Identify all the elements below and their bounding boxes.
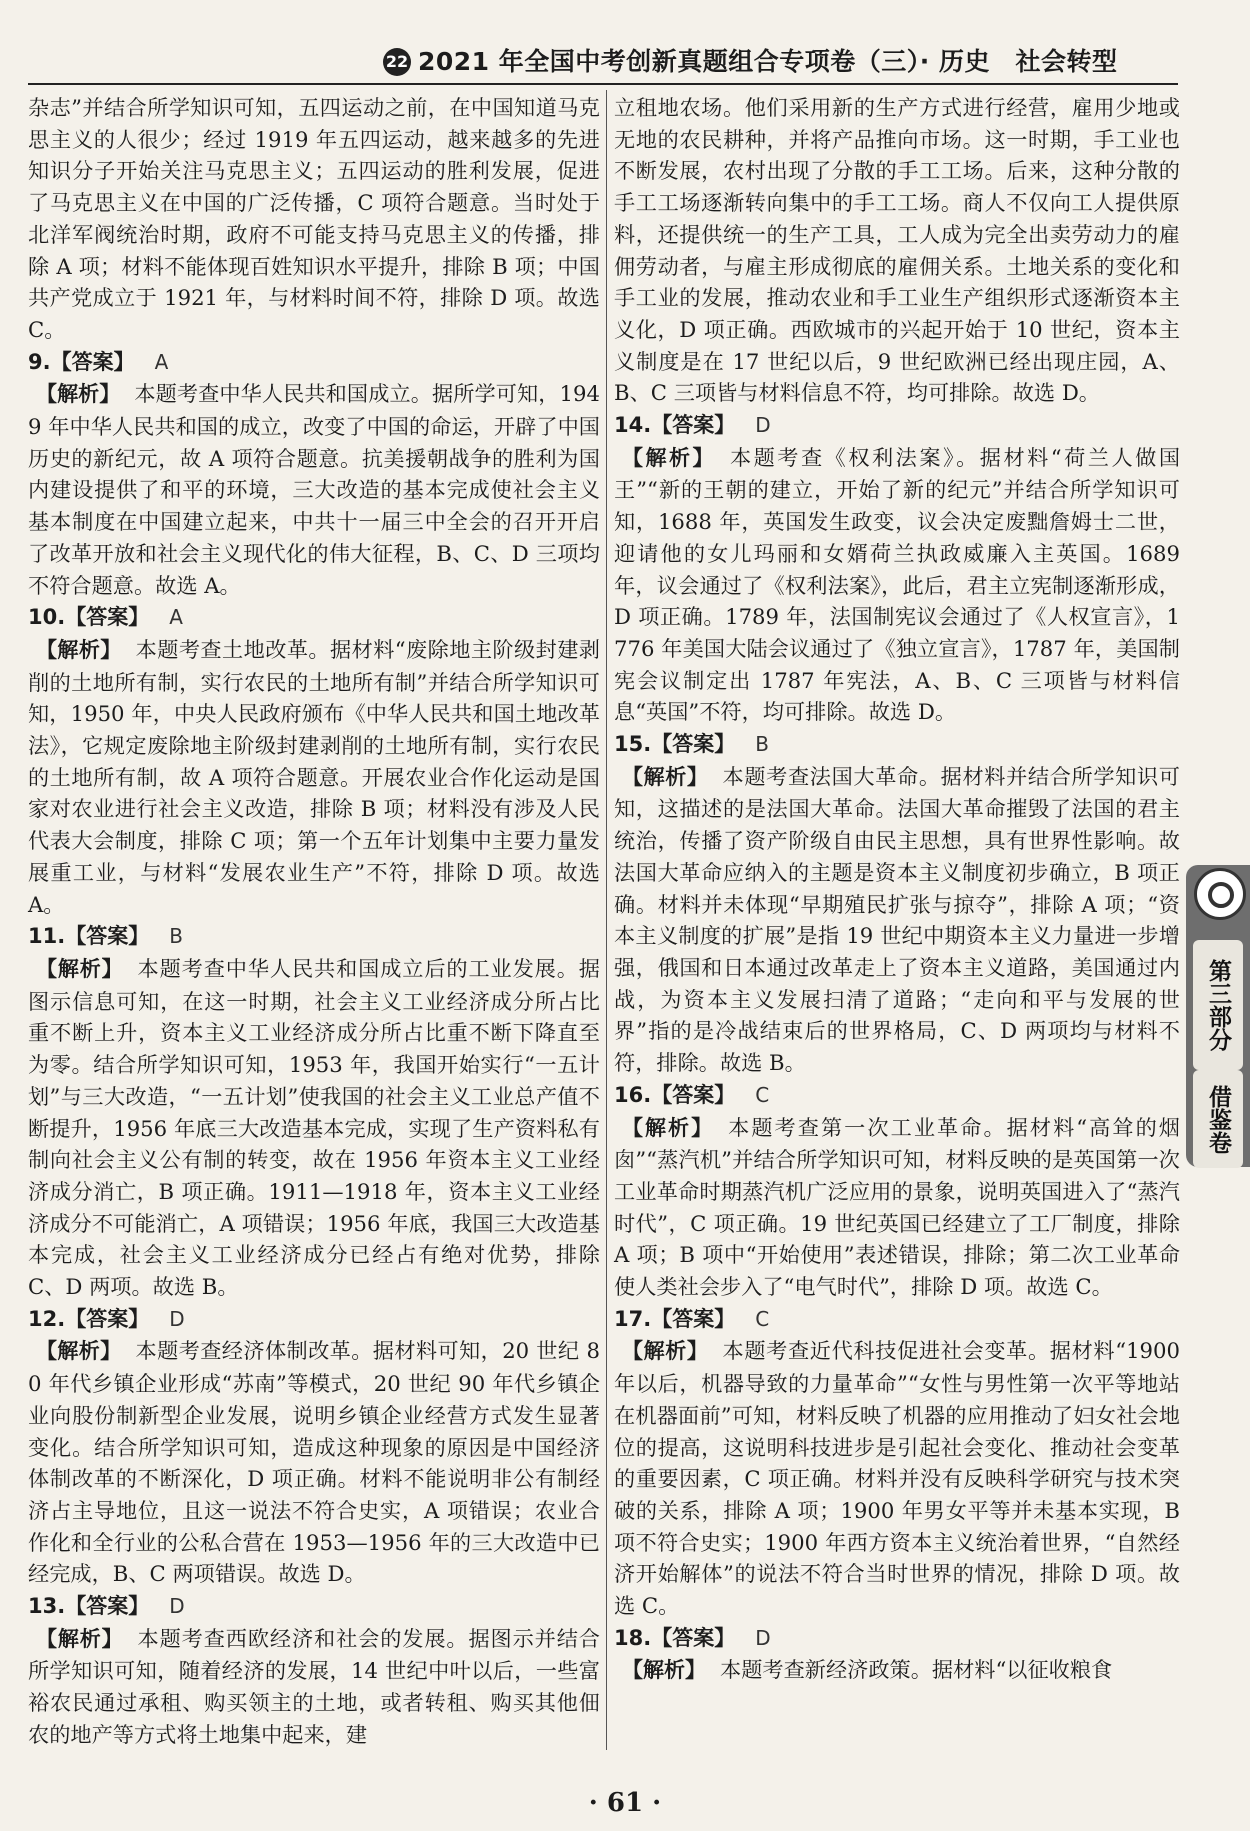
answer-value: A	[169, 605, 183, 630]
analysis-label: 【解析】	[36, 382, 121, 407]
question-11	[28, 920, 600, 1302]
analysis-text: 本题考查土地改革。据材料“废除地主阶级封建剥削的土地所有制，实行农民的土地所有制”并结合所学知识可知，1950 年，中央人民政府颁布《中华人民共和国土地改革法》，它规定废除地主阶级封建剥削的土地所有制，实行农民的土地所有制，故 A 项符合题意。开展农业合作化运动是国家对农业进行社会主义改造，排除 B 项；材料没有涉及人民代表大会制度，排除 C 项；第一个五年计划集中主要力量发展重工业，与材料“发展农业生产”不符，排除 D 项。故选 A。	[28, 636, 600, 917]
analysis-text: 本题考查西欧经济和社会的发展。据图示并结合所学知识可知，随着经济的发展，14 世纪中叶以后，一些富裕农民通过承租、购买领主的土地，或者转租、购买其他佃农的地产等方式将土地集中起来，建	[28, 1625, 600, 1747]
analysis-label: 【解析】	[622, 764, 709, 789]
analysis-text: 本题考查《权利法案》。据材料“荷兰人做国王”“新的王朝的建立，开始了新的纪元”并结合所学知识可知，1688 年，英国发生政变，议会决定废黜詹姆士二世，迎请他的女儿玛丽和女婿荷兰执政威廉入主英国。1689 年，议会通过了《权利法案》，此后，君主立宪制逐渐形成，D 项正确。1789 年，法国制宪议会通过了《人权宣言》，1776 年美国大陆会议通过了《独立宣言》，1787 年，美国制宪会议制定出 1787 年宪法，A、B、C 三项皆与材料信息“英国”不符，均可排除。故选 D。	[614, 444, 1181, 725]
question-number: 12.	[28, 1306, 66, 1331]
analysis-text: 本题考查新经济政策。据材料“以征收粮食	[720, 1657, 1113, 1683]
analysis-label: 【解析】	[36, 1339, 122, 1364]
page-number: · 61 ·	[588, 1788, 662, 1818]
question-14	[614, 409, 1180, 728]
question-16	[614, 1079, 1180, 1303]
analysis-label: 【解析】	[36, 637, 122, 662]
header-rule	[28, 83, 1178, 85]
question-number: 9.	[28, 349, 51, 374]
left-continuation: 杂志”并结合所学知识可知，五四运动之前，在中国知道马克思主义的人很少；经过 1919 年五四运动，越来越多的先进知识分子开始关注马克思主义；五四运动的胜利发展，促进了马克思主义在中国的广泛传播，C 项符合题意。当时处于北洋军阀统治时期，政府不可能支持马克思主义的传播，排除 A 项；材料不能体现百姓知识水平提升，排除 B 项；中国共产党成立于 1921 年，与材料时间不符，排除 D 项。故选 C。	[28, 95, 600, 342]
answer-label: 【答案】	[65, 1594, 150, 1619]
answer-value: B	[755, 732, 769, 757]
question-17	[614, 1303, 1180, 1622]
answer-label: 【答案】	[65, 924, 150, 949]
analysis-text: 本题考查法国大革命。据材料并结合所学知识可知，这描述的是法国大革命。法国大革命摧毁了法国的君主统治，传播了资产阶级自由民主思想，具有世界性影响。故法国大革命应纳入的主题是资本主义制度初步确立，B 项正确。材料并未体现“早期殖民扩张与掠夺”，排除 A 项；“资本主义制度的扩展”是指 19 世纪中期资本主义力量进一步增强，俄国和日本通过改革走上了资本主义道路，美国通过内战，为资本主义发展扫清了道路；“走向和平与发展的世界”指的是冷战结束后的世界格局，C、D 两项均与材料不符，排除。故选 B。	[614, 763, 1180, 1076]
right-continuation: 立租地农场。他们采用新的生产方式进行经营，雇用少地或无地的农民耕种，并将产品推向市场。这一时期，手工业也不断发展，农村出现了分散的手工工场。后来，这种分散的手工工场逐渐转向集中的手工工场。商人不仅向工人提供原料，还提供统一的生产工具，工人成为完全出卖劳动力的雇佣劳动者，与雇主形成彻底的雇佣关系。土地关系的变化和手工业的发展，推动农业和手工业生产组织形式逐渐资本主义化，D 项正确。西欧城市的兴起开始于 10 世纪，资本主义制度是在 17 世纪以后，9 世纪欧洲已经出现庄园，A、B、C 三项皆与材料信息不符，均可排除。故选 D。	[614, 95, 1180, 406]
right-column	[614, 92, 1180, 1774]
target-icon	[1194, 868, 1246, 920]
answer-label: 【答案】	[651, 732, 736, 757]
analysis-text: 本题考查近代科技促进社会变革。据材料“1900 年以后，机器导致的力量革命”“女性与男性第一次平等地站在机器面前”可知，材料反映了机器的应用推动了妇女社会地位的提高，这说明科技进步是引起社会变化、推动社会变革的重要因素，C 项正确。材料并没有反映科学研究与技术突破的关系，排除 A 项；1900 年男女平等并未基本实现，B 项不符合史实；1900 年西方资本主义统治着世界，“自然经济开始解体”的说法不符合当时世界的情况，排除 D 项。故选 C。	[614, 1338, 1180, 1619]
answer-label: 【答案】	[651, 413, 736, 438]
analysis-label: 【解析】	[622, 1339, 709, 1364]
analysis-label: 【解析】	[36, 1626, 124, 1651]
answer-label: 【答案】	[651, 1082, 736, 1107]
left-column	[28, 92, 600, 1774]
side-label-volume: 借鉴卷	[1193, 1070, 1243, 1168]
answer-label: 【答案】	[65, 1306, 150, 1331]
question-13	[28, 1590, 600, 1751]
answer-value: B	[169, 924, 183, 949]
question-number: 18.	[614, 1625, 652, 1650]
analysis-label: 【解析】	[622, 445, 716, 470]
answer-value: C	[755, 1082, 770, 1107]
analysis-label: 【解析】	[622, 1658, 706, 1683]
analysis-label: 【解析】	[36, 956, 124, 981]
question-number: 15.	[614, 732, 652, 757]
analysis-text: 本题考查中华人民共和国成立后的工业发展。据图示信息可知，在这一时期，社会主义工业经济成分所占比重不断上升，资本主义工业经济成分所占比重不断下降直至为零。结合所学知识可知，1953 年，我国开始实行“一五计划”与三大改造，“一五计划”使我国的社会主义工业总产值不断提升，1956 年底三大改造基本完成，实现了生产资料私有制向社会主义公有制的转变，故在 1956 年资本主义工业经济成分消亡，B 项正确。1911—1918 年，资本主义工业经济成分不可能消亡，A 项错误；1956 年底，我国三大改造基本完成，社会主义工业经济成分已经占有绝对优势，排除 C、D 两项。故选 B。	[28, 955, 600, 1300]
question-number: 10.	[28, 605, 66, 630]
question-9	[28, 346, 600, 602]
page-header	[0, 0, 1250, 86]
answer-label: 【答案】	[651, 1625, 736, 1650]
question-number: 14.	[614, 413, 652, 438]
volume-badge: 22	[383, 48, 411, 76]
answer-value: C	[755, 1306, 770, 1331]
analysis-label: 【解析】	[622, 1115, 715, 1140]
question-number: 11.	[28, 924, 66, 949]
answer-value: A	[154, 349, 169, 374]
question-10	[28, 601, 600, 920]
question-18	[614, 1622, 1180, 1687]
side-label-part: 第三部分	[1193, 940, 1243, 1070]
answer-label: 【答案】	[50, 349, 135, 374]
question-12	[28, 1303, 600, 1590]
question-number: 16.	[614, 1082, 652, 1107]
header-title: 2021 年全国中考创新真题组合专项卷（三）· 历史 社会转型	[418, 47, 1118, 76]
analysis-text: 本题考查经济体制改革。据材料可知，20 世纪 80 年代乡镇企业形成“苏南”等模式，20 世纪 90 年代乡镇企业向股份制新型企业发展，说明乡镇企业经营方式发生显著变化。结合所学知识可知，造成这种现象的原因是中国经济体制改革的不断深化，D 项正确。材料不能说明非公有制经济占主导地位，且这一说法不符合史实，A 项错误；农业合作化和全行业的公私合营在 1953—1956 年的三大改造中已经完成，B、C 两项错误。故选 D。	[28, 1338, 600, 1587]
answer-value: D	[169, 1306, 185, 1331]
question-15	[614, 728, 1180, 1079]
analysis-text: 本题考查第一次工业革命。据材料“高耸的烟囱”“蒸汽机”并结合所学知识可知，材料反映的是英国第一次工业革命时期蒸汽机广泛应用的景象，说明英国进入了“蒸汽时代”，C 项正确。19 世纪英国已经建立了工厂制度，排除 A 项；B 项中“开始使用”表述错误，排除；第二次工业革命使人类社会步入了“电气时代”，排除 D 项。故选 C。	[614, 1114, 1180, 1300]
question-number: 17.	[614, 1306, 652, 1331]
answer-label: 【答案】	[65, 605, 150, 630]
answer-value: D	[755, 1625, 771, 1650]
answer-value: D	[169, 1594, 185, 1619]
analysis-text: 本题考查中华人民共和国成立。据所学可知，1949 年中华人民共和国的成立，改变了中国的命运，开辟了中国历史的新纪元，故 A 项符合题意。抗美援朝战争的胜利为国内建设提供了和平的环境，三大改造的基本完成使社会主义基本制度在中国建立起来，中共十一届三中全会的召开开启了改革开放和社会主义现代化的伟大征程，B、C、D 三项均不符合题意。故选 A。	[28, 381, 601, 598]
answer-value: D	[755, 413, 771, 438]
answer-label: 【答案】	[651, 1306, 736, 1331]
column-divider	[606, 90, 607, 1750]
question-number: 13.	[28, 1594, 66, 1619]
